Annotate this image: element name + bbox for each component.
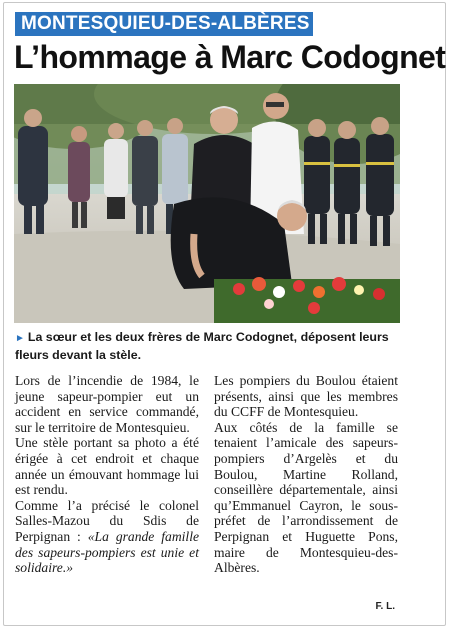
article-headline: L’hommage à Marc Codognet	[14, 39, 446, 75]
quote: «La grande famille des sapeurs-pompiers est unie et solidaire.»	[15, 528, 200, 576]
byline: F. L.	[375, 601, 395, 612]
paragraph: Aux côtés de la famille se tenaient l’amicale des sapeurs-pompiers d’Argelès et du Boulou, Martine Rolland, conseillère départementale, ainsi qu’Emmanuel Cayron, le sous-préfet de l’arrondissement de Perpignan et Huguette Pons, maire de Montesquieu-des-Albères.	[214, 419, 398, 576]
paragraph-text: Comme l’a précisé le colonel Salles-Mazou du Sdis de Perpignan :	[15, 497, 199, 544]
caption-text: La sœur et les deux frères de Marc Codognet, déposent leurs fleurs devant la stèle.	[15, 330, 389, 362]
photo-caption	[15, 329, 405, 363]
article-photo	[14, 84, 400, 323]
paragraph: Les pompiers du Boulou étaient présents, ainsi que les membres du CCFF de Montesquieu.	[214, 373, 398, 420]
paragraph: Lors de l’incendie de 1984, le jeune sapeur-pompier eut un accident en service commandé, sur le territoire de Montesquieu.	[15, 373, 199, 435]
photo-illustration	[14, 84, 400, 323]
caption-marker-icon: ►	[15, 333, 25, 344]
section-kicker: MONTESQUIEU-DES-ALBÈRES	[15, 12, 313, 36]
paragraph	[15, 498, 199, 576]
article-column-right	[214, 373, 398, 576]
paragraph: Une stèle portant sa photo a été érigée à cet endroit et chaque année un émouvant hommage lui est rendu.	[15, 435, 199, 498]
article-column-left	[15, 373, 199, 576]
